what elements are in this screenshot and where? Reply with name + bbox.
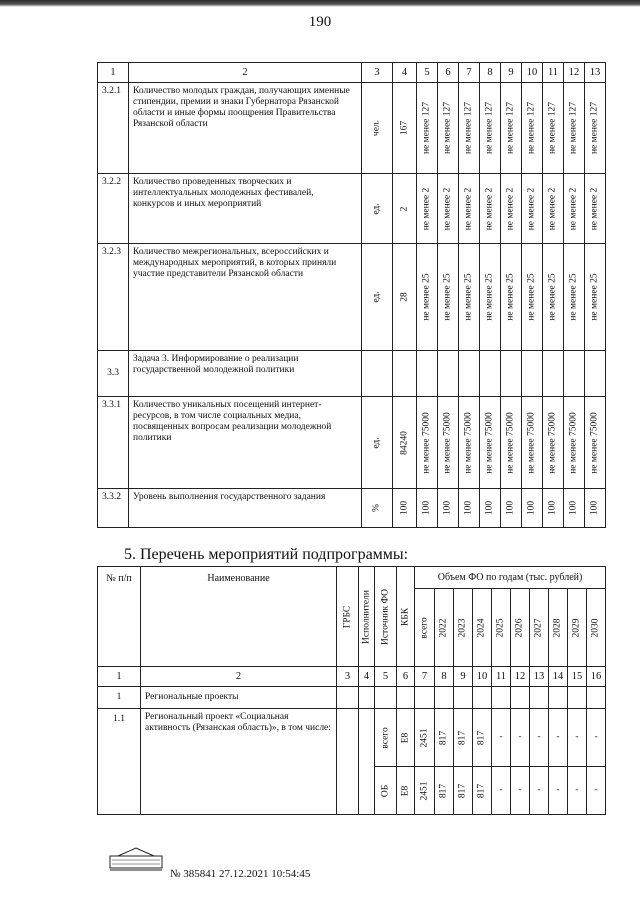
year-value: не менее 127 [459,83,480,174]
unit-cell: ед. [362,174,393,244]
col-number: 10 [473,667,492,687]
year-value: не менее 75000 [480,397,501,489]
year-value: не менее 75000 [438,397,459,489]
col-number: 1 [98,667,141,687]
col-number: 4 [359,667,375,687]
col-header-year: 2027 [530,589,549,667]
unit-cell: % [362,489,393,528]
table-row [98,351,606,397]
year-value: не менее 2 [459,174,480,244]
col-header-executors: Исполнители [359,567,375,667]
col-header: 5 [417,63,438,83]
year-value: - [530,709,549,767]
row-number: 3.3.1 [98,397,129,489]
year-value: не менее 2 [522,174,543,244]
col-header: 4 [393,63,417,83]
unit-cell: ед. [362,397,393,489]
year-value: не менее 127 [564,83,585,174]
col-header-year: 2025 [492,589,511,667]
year-value: не менее 25 [459,244,480,351]
year-value: не менее 2 [417,174,438,244]
year-value: не менее 127 [480,83,501,174]
table1-header-row [98,63,606,83]
year-value: - [549,767,568,815]
year-value: не менее 2 [543,174,564,244]
kbk-cell: Е8 [397,767,415,815]
row-description: Уровень выполнения государственного задания [129,489,362,528]
col-number: 3 [337,667,359,687]
col-number: 5 [375,667,397,687]
page-number: 190 [308,14,332,30]
col-header-number: № п/п [98,567,141,667]
row-description: Количество межрегиональных, всероссийских и международных мероприятий, в которых приняли участие представители Рязанской области [129,244,362,351]
col-header-grbs: ГРБС [337,567,359,667]
col-header-name: Наименование [141,567,337,667]
col-header-total: всего [415,589,435,667]
col-number: 2 [141,667,337,687]
year-value: не менее 75000 [564,397,585,489]
col-number: 13 [530,667,549,687]
col-header-year: 2029 [568,589,587,667]
col-header: 8 [480,63,501,83]
table-row [98,489,606,528]
row-description: Региональные проекты [141,687,337,709]
year-value: 817 [435,709,454,767]
year-value: - [549,709,568,767]
kbk-cell: Е8 [397,709,415,767]
col-header-year: 2028 [549,589,568,667]
year-value: не менее 127 [585,83,606,174]
col-number: 11 [492,667,511,687]
col-number: 14 [549,667,568,687]
row-number: 3.3 [98,351,129,397]
base-value: 2 [393,174,417,244]
year-value: не менее 25 [585,244,606,351]
year-value: - [511,767,530,815]
year-value: - [492,709,511,767]
table-row [98,244,606,351]
measures-table [97,566,606,815]
row-number: 3.2.1 [98,83,129,174]
scan-top-edge [0,0,640,7]
col-header-source: Источник ФО [375,567,397,667]
year-value: 100 [480,489,501,528]
total-cell: 2451 [415,709,435,767]
year-value: не менее 127 [438,83,459,174]
table-row [98,83,606,174]
col-number: 12 [511,667,530,687]
column-number-row [98,667,606,687]
task-description: Задача 3. Информирование о реализации государственной молодежной политики [129,351,362,397]
year-value: не менее 2 [564,174,585,244]
year-value: 817 [473,767,492,815]
government-stamp-icon [108,846,164,872]
row-description: Количество уникальных посещений интернет-ресурсов, в том числе социальных медиа, посвященных вопросам реализации молодежной политики [129,397,362,489]
year-value: не менее 2 [501,174,522,244]
year-value: - [587,767,606,815]
year-value: не менее 75000 [501,397,522,489]
col-number: 9 [454,667,473,687]
col-header: 1 [98,63,129,83]
col-number: 8 [435,667,454,687]
year-value: 817 [454,767,473,815]
indicators-table [97,62,606,528]
source-cell: всего [375,709,397,767]
total-cell: 2451 [415,767,435,815]
table-row [98,687,606,709]
year-value: не менее 25 [417,244,438,351]
year-value: не менее 25 [564,244,585,351]
year-value: не менее 2 [480,174,501,244]
base-value: 167 [393,83,417,174]
year-value: не менее 75000 [522,397,543,489]
year-value: не менее 2 [438,174,459,244]
col-number: 16 [587,667,606,687]
year-value: не менее 75000 [585,397,606,489]
year-value: не менее 2 [585,174,606,244]
col-number: 15 [568,667,587,687]
col-header-volume: Объем ФО по годам (тыс. рублей) [415,567,606,589]
year-value: не менее 75000 [417,397,438,489]
year-value: не менее 127 [501,83,522,174]
year-value: - [530,767,549,815]
unit-cell: чел. [362,83,393,174]
section-title: 5. Перечень мероприятий подпрограммы: [124,546,409,563]
unit-cell: ед. [362,244,393,351]
year-value: 100 [417,489,438,528]
year-value: 817 [473,709,492,767]
year-value: - [568,767,587,815]
col-header-kbk: КБК [397,567,415,667]
row-number: 1.1 [98,709,141,815]
col-header: 12 [564,63,585,83]
year-value: не менее 75000 [543,397,564,489]
col-header-year: 2023 [454,589,473,667]
row-description: Количество проведенных творческих и интеллектуальных молодежных фестивалей, конкурсов и иных мероприятий [129,174,362,244]
table-row [98,709,606,767]
row-number: 3.2.2 [98,174,129,244]
col-number: 6 [397,667,415,687]
year-value: - [511,709,530,767]
row-description: Региональный проект «Социальная активность (Рязанская область)», в том числе: [141,709,337,815]
year-value: не менее 75000 [459,397,480,489]
col-header: 13 [585,63,606,83]
row-number: 3.3.2 [98,489,129,528]
year-value: 100 [522,489,543,528]
row-number: 3.2.3 [98,244,129,351]
year-value: не менее 25 [543,244,564,351]
year-value: не менее 25 [438,244,459,351]
col-header: 11 [543,63,564,83]
col-header: 9 [501,63,522,83]
year-value: - [492,767,511,815]
year-value: 100 [564,489,585,528]
year-value: - [568,709,587,767]
col-header: 3 [362,63,393,83]
col-number: 7 [415,667,435,687]
year-value: 100 [543,489,564,528]
table-row [98,397,606,489]
col-header: 6 [438,63,459,83]
col-header: 7 [459,63,480,83]
year-value: 100 [438,489,459,528]
year-value: не менее 25 [480,244,501,351]
year-value: не менее 127 [417,83,438,174]
col-header-year: 2024 [473,589,492,667]
year-value: не менее 127 [522,83,543,174]
year-value: 100 [501,489,522,528]
year-value: - [587,709,606,767]
base-value: 100 [393,489,417,528]
col-header: 10 [522,63,543,83]
base-value: 84240 [393,397,417,489]
col-header-year: 2022 [435,589,454,667]
year-value: 817 [454,709,473,767]
row-description: Количество молодых граждан, получающих именные стипендии, премии и знаки Губернатора Рязанской области и иные формы поощрения Правительства Рязанской области [129,83,362,174]
source-cell: ОБ [375,767,397,815]
document-registration: № 385841 27.12.2021 10:54:45 [170,868,311,880]
year-value: 100 [585,489,606,528]
row-number: 1 [98,687,141,709]
col-header: 2 [129,63,362,83]
base-value: 28 [393,244,417,351]
year-value: не менее 25 [522,244,543,351]
col-header-year: 2030 [587,589,606,667]
year-value: не менее 127 [543,83,564,174]
year-value: не менее 25 [501,244,522,351]
year-value: 100 [459,489,480,528]
table-row [98,174,606,244]
year-value: 817 [435,767,454,815]
col-header-year: 2026 [511,589,530,667]
